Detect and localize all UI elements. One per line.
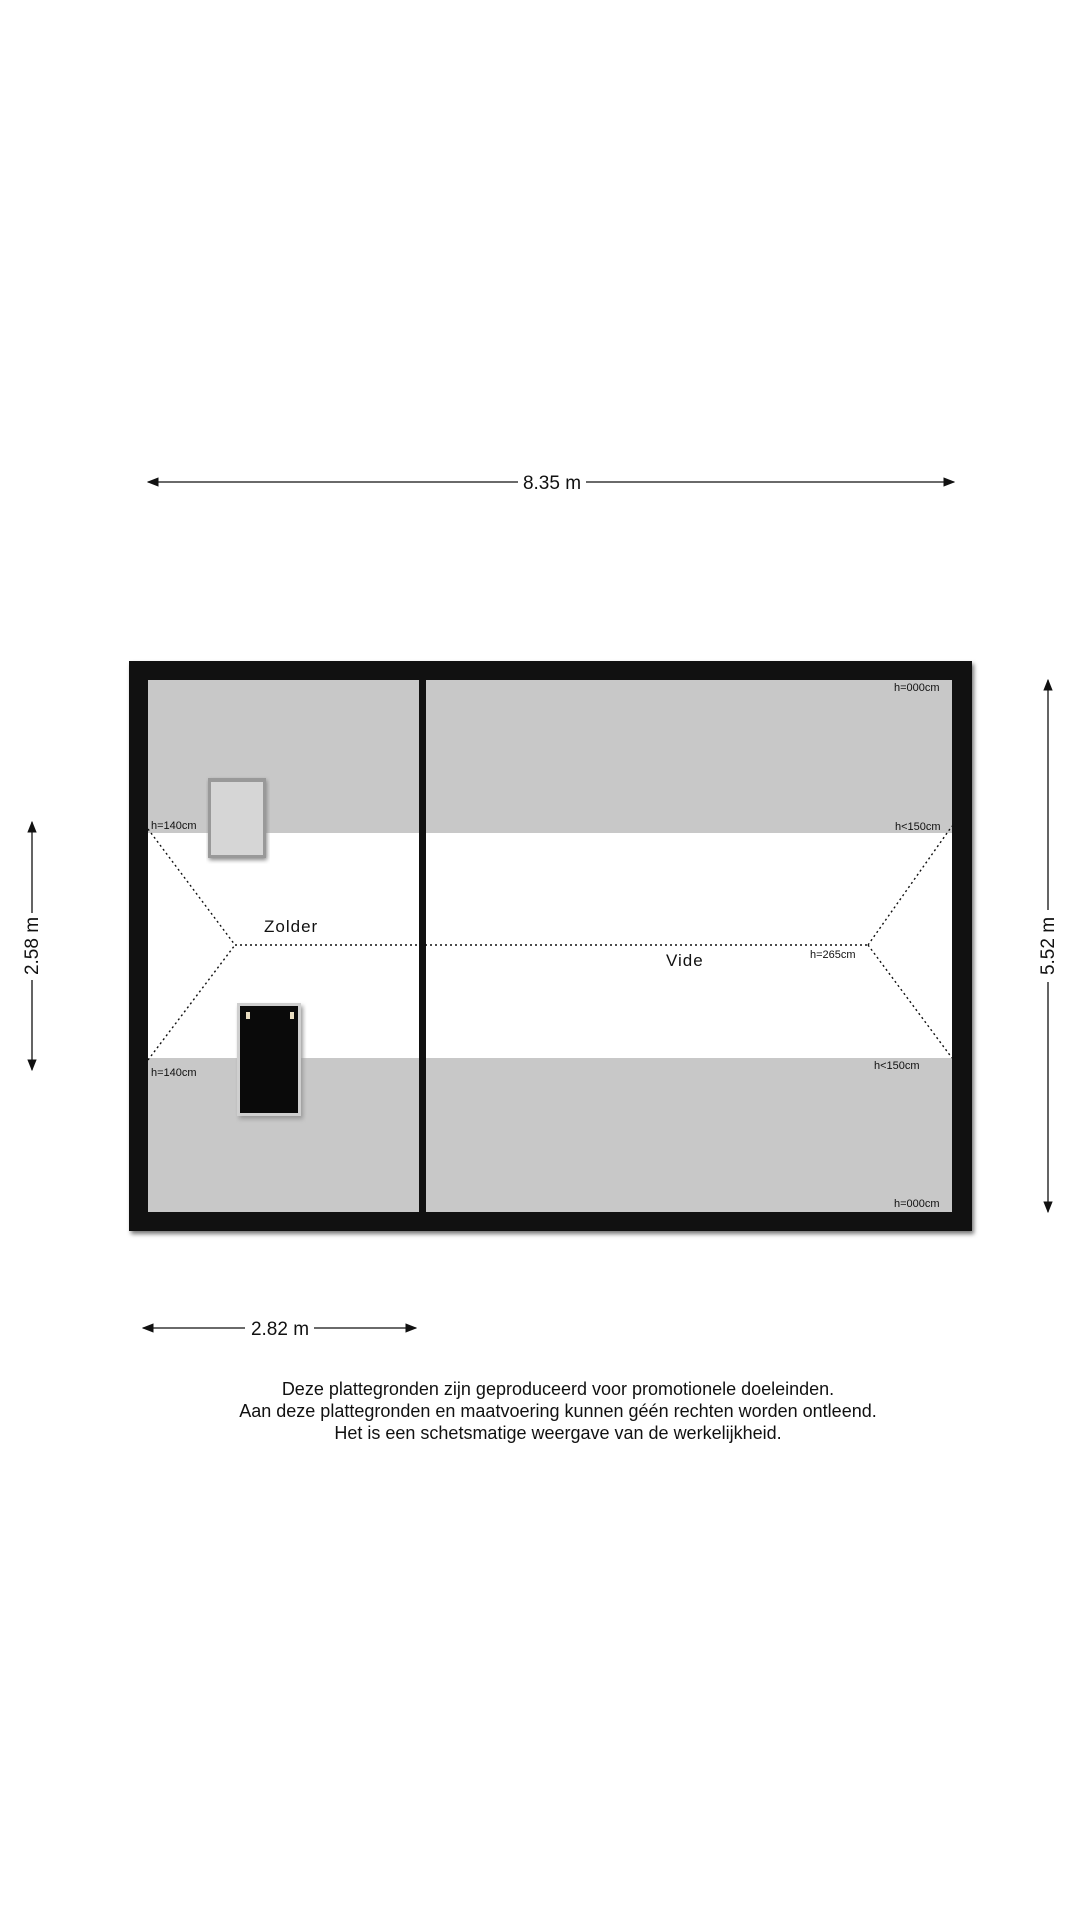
disclaimer-line: Deze plattegronden zijn geproduceerd voor promotionele doeleinden. — [281, 1379, 835, 1399]
dimension-total-width-label: 8.35 m — [522, 473, 582, 494]
dimension-headroom-depth-label: 2.58 m — [22, 916, 43, 976]
skylight — [208, 778, 267, 860]
height-label: h<150cm — [874, 1060, 920, 1072]
dimension-total-depth — [1038, 680, 1059, 1212]
zolder-low-zone-top — [148, 680, 419, 833]
height-label: h<150cm — [895, 821, 941, 833]
height-label: h=000cm — [894, 682, 940, 694]
height-label: h=140cm — [151, 820, 197, 832]
dimension-total-width — [148, 473, 954, 494]
height-label: h=000cm — [894, 1198, 940, 1210]
disclaimer-line: Het is een schetsmatige weergave van de werkelijkheid. — [334, 1423, 782, 1443]
dimension-total-depth-label: 5.52 m — [1038, 916, 1059, 976]
room-label-vide: Vide — [666, 951, 704, 970]
room-label-zolder: Zolder — [264, 917, 319, 936]
height-label: h=265cm — [810, 949, 856, 961]
height-label: h=140cm — [151, 1067, 197, 1079]
dimension-zolder-width-label: 2.82 m — [250, 1319, 310, 1340]
vide-low-zone-bottom — [426, 1058, 952, 1212]
disclaimer — [0, 1378, 1080, 1444]
stair-hatch — [237, 1003, 303, 1119]
disclaimer-line: Aan deze plattegronden en maatvoering kunnen géén rechten worden ontleend. — [239, 1401, 877, 1421]
partition-wall — [419, 680, 426, 1212]
vide-low-zone-top — [426, 680, 952, 833]
dimension-zolder-width — [143, 1319, 416, 1340]
dimension-headroom-depth — [22, 822, 43, 1070]
